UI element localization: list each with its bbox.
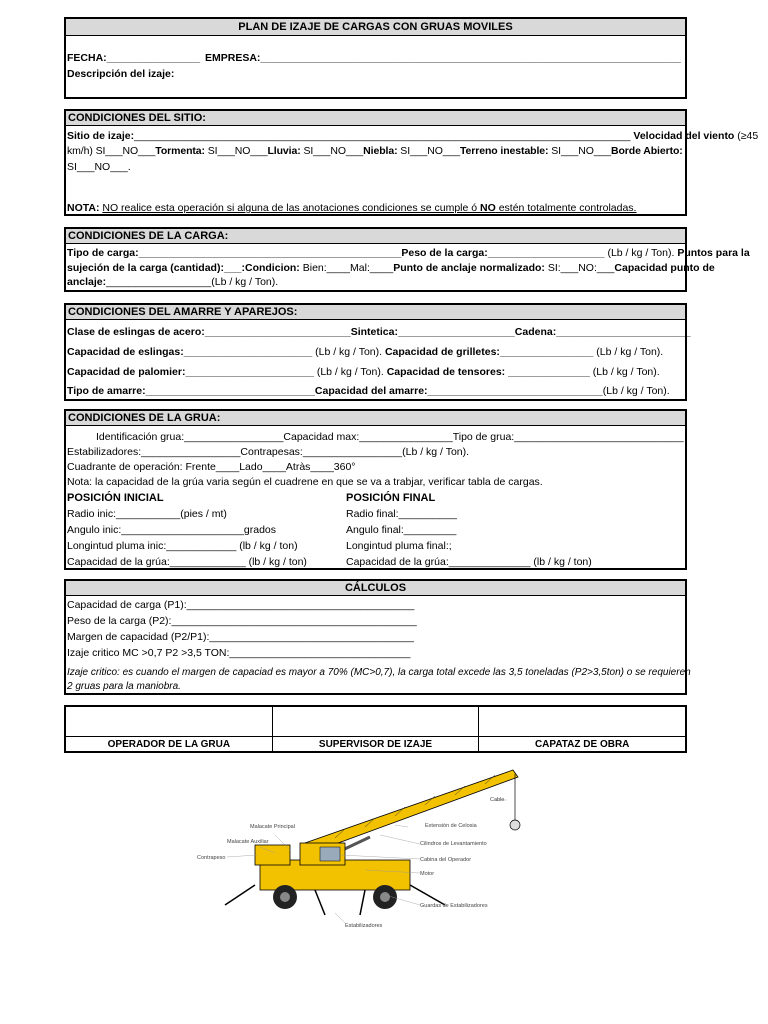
anclaje-norm-label: Punto de anclaje normalizado: bbox=[393, 262, 545, 274]
identificacion-row[interactable]: Identificación grua:_________________Capacidad max:________________Tipo de grua:_____________________________ bbox=[96, 431, 684, 443]
peso-unit: (Lb / kg / Ton). bbox=[607, 247, 675, 259]
amarre-unit: (Lb / kg / Ton). bbox=[602, 385, 670, 397]
carga-box bbox=[64, 227, 750, 292]
grilletes-unit: (Lb / kg / Ton). bbox=[596, 346, 664, 358]
palomier-unit: (Lb / kg / Ton). bbox=[316, 366, 384, 378]
grilletes-field[interactable]: Capacidad de grilletes:________________ bbox=[384, 346, 594, 358]
eslingas-cap-row bbox=[67, 346, 663, 358]
viento-options[interactable]: km/h) SI___NO___ bbox=[67, 145, 156, 157]
cuadrante-row[interactable]: Cuadrante de operación: Frente____Lado____Atràs____360° bbox=[67, 461, 356, 473]
capataz-label: CAPATAZ DE OBRA bbox=[479, 736, 685, 751]
nota-text-2: estén totalmente controladas. bbox=[495, 202, 637, 214]
label-estabilizadores: Estabilizadores bbox=[345, 923, 383, 929]
puntos-label: Puntos para la bbox=[677, 247, 750, 259]
operador-label: OPERADOR DE LA GRUA bbox=[66, 736, 272, 751]
borde-label: Borde Abierto: bbox=[610, 145, 683, 157]
lluvia-label: Lluvia: bbox=[267, 145, 301, 157]
amarre-field[interactable]: Tipo de amarre:_____________________________Capacidad del amarre:______________________________ bbox=[67, 385, 603, 397]
tormenta-options[interactable]: SI___NO___ bbox=[204, 145, 268, 157]
pluma-final[interactable]: Longintud pluma final:; bbox=[346, 540, 452, 552]
eslingas-unit: (Lb / kg / Ton). bbox=[315, 346, 383, 358]
sitio-line-2 bbox=[67, 145, 683, 157]
crane-diagram bbox=[195, 765, 535, 935]
anclaje-unit: (Lb / kg / Ton). bbox=[211, 276, 279, 288]
radio-inicial[interactable]: Radio inic:___________(pies / mt) bbox=[67, 508, 227, 520]
tensores-unit: (Lb / kg / Ton). bbox=[592, 366, 660, 378]
plan-title: PLAN DE IZAJE DE CARGAS CON GRUAS MOVILES bbox=[66, 19, 685, 36]
izaje-critico-note-1: Izaje critico: es cuando el margen de capaciad es mayor a 70% (MC>0,7), la carga total excede las 3,5 toneladas (P2>3,5ton) o se requieren bbox=[67, 667, 691, 678]
capacidad-inicial[interactable]: Capacidad de la grúa:_____________ (lb / kg / ton) bbox=[67, 556, 307, 568]
label-extension: Extensión de Celosia bbox=[425, 823, 477, 829]
amarre-box bbox=[64, 303, 691, 401]
lluvia-options[interactable]: SI___NO___ bbox=[300, 145, 364, 157]
angulo-final[interactable]: Angulo final:_________ bbox=[346, 524, 457, 536]
label-cabina: Cabina del Operador bbox=[420, 857, 472, 863]
peso-carga-row[interactable]: Peso de la carga (P2):__________________________________________ bbox=[67, 615, 417, 627]
angulo-inicial[interactable]: Angulo inic:_____________________grados bbox=[67, 524, 277, 536]
grua-header: CONDICIONES DE LA GRUA: bbox=[66, 411, 685, 426]
label-cable: Cable bbox=[490, 797, 505, 803]
posicion-final-heading: POSICIÓN FINAL bbox=[346, 492, 436, 504]
viento-label: Velocidad del viento bbox=[633, 130, 735, 142]
palomier-row bbox=[67, 366, 660, 378]
label-malacate-auxiliar: Malacate Auxiliar bbox=[227, 839, 269, 845]
estabilizadores-row[interactable]: Estabilizadores:_________________Contrapesas:_________________(Lb / kg / Ton). bbox=[67, 446, 470, 458]
nota-line bbox=[67, 202, 636, 214]
carga-line-1 bbox=[67, 247, 750, 259]
pluma-inicial[interactable]: Longintud pluma inic:____________ (lb / kg / ton) bbox=[67, 540, 298, 552]
label-cilindros: Cilindros de Levantamiento bbox=[420, 841, 487, 847]
eslingas-cap-field[interactable]: Capacidad de eslingas:______________________ bbox=[67, 346, 313, 358]
calculos-header: CÁLCULOS bbox=[66, 581, 685, 596]
terreno-options[interactable]: SI___NO___ bbox=[548, 145, 611, 157]
nota-label: NOTA: bbox=[67, 202, 100, 214]
empresa-field[interactable]: EMPRESA:________________________________________________________________________ bbox=[205, 52, 681, 64]
condicion-options[interactable]: Bien:____Mal:____ bbox=[299, 262, 394, 274]
firma-operador[interactable] bbox=[66, 707, 273, 751]
condicion-label: Condicion: bbox=[244, 262, 300, 274]
terreno-label: Terreno inestable: bbox=[460, 145, 549, 157]
radio-final[interactable]: Radio final:__________ bbox=[346, 508, 457, 520]
anclaje-norm-options[interactable]: SI:___NO:___ bbox=[544, 262, 615, 274]
margen-row[interactable]: Margen de capacidad (P2/P1):___________________________________ bbox=[67, 631, 414, 643]
viento-range: (≥45 bbox=[737, 130, 759, 142]
capacidad-carga-row[interactable]: Capacidad de carga (P1):_______________________________________ bbox=[67, 599, 415, 611]
label-motor: Motor bbox=[420, 871, 435, 877]
sitio-blank[interactable]: _____________________________________________________________________________________ bbox=[134, 130, 631, 142]
hook-block-icon bbox=[510, 820, 520, 830]
niebla-options[interactable]: SI___NO___ bbox=[397, 145, 460, 157]
calculos-box bbox=[64, 579, 691, 695]
capacidad-punto-label: Capacidad punto de bbox=[614, 262, 715, 274]
grua-nota: Nota: la capacidad de la grúa varia según el cuadrene en que se va a trabjar, verificar tabla de cargas. bbox=[67, 476, 543, 488]
amarre-header: CONDICIONES DEL AMARRE Y APAREJOS: bbox=[66, 305, 685, 320]
plan-header-box bbox=[64, 17, 687, 99]
firma-capataz[interactable] bbox=[479, 707, 685, 751]
capacidad-final[interactable]: Capacidad de la grúa:______________ (lb / kg / ton) bbox=[346, 556, 592, 568]
firma-supervisor[interactable] bbox=[273, 707, 480, 751]
nota-no-2: NO bbox=[480, 202, 496, 214]
amarre-row bbox=[67, 385, 670, 397]
carga-line-3 bbox=[67, 276, 278, 288]
anclaje-blank[interactable]: __________________ bbox=[106, 276, 212, 288]
grua-box bbox=[64, 409, 687, 570]
fecha-field[interactable]: FECHA:________________ bbox=[67, 52, 201, 64]
sitio-line-1 bbox=[67, 130, 758, 142]
sitio-header: CONDICIONES DEL SITIO: bbox=[66, 111, 685, 126]
eslingas-clase-row[interactable]: Clase de eslingas de acero:_________________________Sintetica:____________________Cadena:_______________________ bbox=[67, 326, 691, 338]
sujecion-field[interactable]: sujeción de la carga (cantidad):___: bbox=[67, 262, 245, 274]
posicion-inicial-heading: POSICIÓN INICIAL bbox=[67, 492, 164, 504]
label-malacate-principal: Malacate Principal bbox=[250, 824, 295, 830]
carga-line-2 bbox=[67, 262, 715, 274]
supervisor-label: SUPERVISOR DE IZAJE bbox=[273, 736, 479, 751]
tensores-field[interactable]: Capacidad de tensores: ______________ bbox=[386, 366, 590, 378]
izaje-critico-note-2: 2 gruas para la maniobra. bbox=[67, 681, 181, 692]
tormenta-label: Tormenta: bbox=[155, 145, 205, 157]
label-guardas: Guardas de Estabilizadores bbox=[420, 903, 488, 909]
label-contrapeso: Contrapeso bbox=[197, 855, 226, 861]
anclaje-label: anclaje: bbox=[67, 276, 107, 288]
sitio-label: Sitio de izaje: bbox=[67, 130, 135, 142]
nota-no: NO bbox=[102, 202, 119, 214]
niebla-label: Niebla: bbox=[363, 145, 398, 157]
tipo-peso-fields[interactable]: Tipo de carga:_____________________________________________Peso de la carga:____________________ bbox=[67, 247, 605, 259]
borde-options[interactable]: SI___NO___. bbox=[67, 161, 131, 173]
carga-header: CONDICIONES DE LA CARGA: bbox=[66, 229, 685, 244]
palomier-field[interactable]: Capacidad de palomier:______________________ bbox=[67, 366, 314, 378]
izaje-critico-row[interactable]: Izaje critico MC >0,7 P2 >3,5 TON:_______________________________ bbox=[67, 647, 411, 659]
descripcion-label: Descripción del izaje: bbox=[67, 68, 175, 80]
nota-text-1: realice esta operación si alguna de las anotaciones condiciones se cumple ó bbox=[118, 202, 481, 214]
firmas-table bbox=[64, 705, 687, 753]
sitio-box bbox=[64, 109, 759, 216]
